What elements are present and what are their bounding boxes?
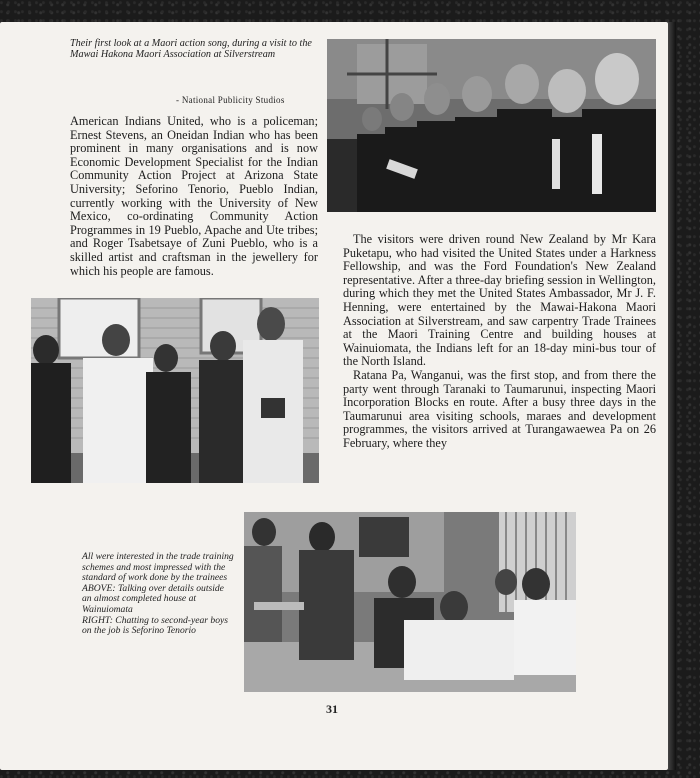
left-column-text: American Indians United, who is a policeman; Ernest Stevens, an Oneidan Indian who has been prominent in many organisations and is now Economic Development Specialist for the Indian Community Action Project at Arizona State University; Seforino Tenorio, Pueblo Indian, currently working with the University of New Mexico, co-ordinating Community Action Programmes in 19 Pueblo, Apache and Ute tribes; and Roger Tsabetsaye of Zuni Pueblo, who is a skilled artist and craftsman in the jewellery for which his people are famous.: [70, 114, 318, 278]
right-paragraph-2: Ratana Pa, Wanganui, was the first stop, and from there the party went through Taranaki to Taumarunui, inspecting Maori Incorporation Blocks en route. After a busy three days in the Taumarunui area visiting schools, maraes and development programmes, the visitors arrived at Turangawaewea Pa on 26 February, where they: [343, 367, 656, 450]
photo-house-image: [31, 298, 319, 483]
photo-audience-image: [327, 39, 656, 212]
photo-trainees-image: [244, 512, 576, 692]
caption-top: Their first look at a Maori action song, during a visit to the Mawai Hakona Maori Association at Silverstream: [70, 38, 312, 60]
right-paragraph-1: The visitors were driven round New Zealand by Mr Kara Puketapu, who had visited the United States under a Harkness Fellowship, and was the Ford Foundation's New Zealand representative. After a three-day briefing session in Wellington, during which they met the United States Ambassador, Mr J. F. Henning, were entertained by the Mawai-Hakona Maori Association at Silverstream, and saw carpentry Trade Trainees at the Maori Training Centre and building houses at Wainuiomata, the Indians left for an 18-day mini-bus tour of the North Island.: [343, 232, 656, 369]
left-column: [70, 115, 318, 278]
caption-bottom: [82, 552, 234, 637]
page-number: 31: [326, 702, 338, 716]
photo-credit: - National Publicity Studios: [176, 95, 285, 105]
photo-audience: [327, 39, 656, 212]
photo-credit-text: National Publicity Studios: [181, 95, 285, 105]
right-column: [343, 233, 656, 451]
caption-bottom-line-3: RIGHT: Chatting to second-year boys on the job is Seforino Tenorio: [82, 614, 229, 637]
page-edge-shadow: [668, 22, 676, 770]
caption-bottom-line-1: All were interested in the trade training schemes and most impressed with the standard of work done by the trainees: [82, 551, 234, 584]
photo-house-discussion: [31, 298, 319, 483]
photo-trainees: [244, 512, 576, 692]
caption-bottom-line-2: ABOVE: Talking over details outside an almost completed house at Wainuiomata: [82, 582, 224, 615]
